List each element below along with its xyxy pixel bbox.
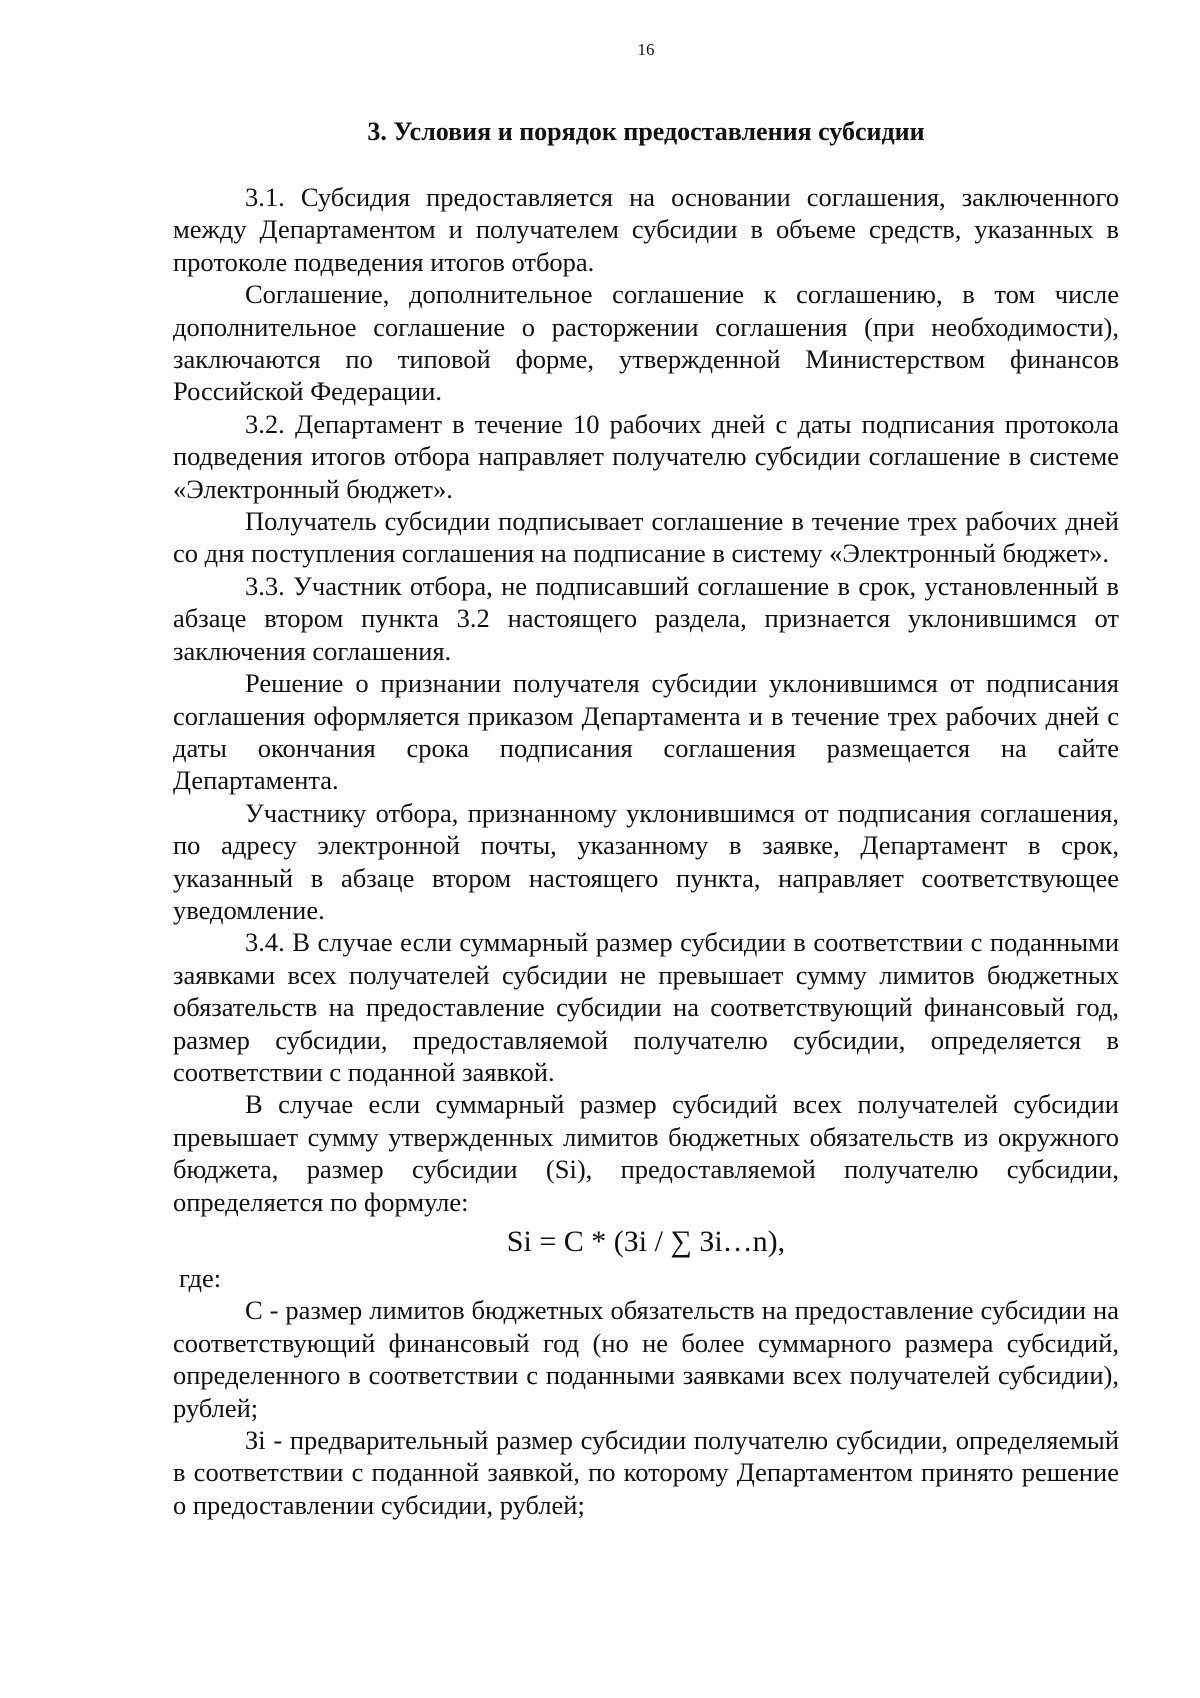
- paragraph-recipient-signs: Получатель субсидии подписывает соглашение в течение трех рабочих дней со дня поступления соглашения на подписание в систему «Электронный бюджет».: [173, 506, 1119, 569]
- paragraph-3-1: 3.1. Субсидия предоставляется на основании соглашения, заключенного между Департаментом и получателем субсидии в объеме средств, указанных в протоколе подведения итогов отбора.: [173, 182, 1119, 277]
- definition-c: С - размер лимитов бюджетных обязательств на предоставление субсидии на соответствующий финансовый год (но не более суммарного размера субсидий, определенного в соответствии с поданными заявками всех получателей субсидии), рублей;: [173, 1295, 1119, 1423]
- paragraph-agreement-form: Соглашение, дополнительное соглашение к соглашению, в том числе дополнительное соглашение о расторжении соглашения (при необходимости), заключаются по типовой форме, утвержденной Министерством финансов Российской Федерации.: [173, 279, 1119, 407]
- paragraph-notification: Участнику отбора, признанному уклонившимся от подписания соглашения, по адресу электронной почты, указанному в заявке, Департамент в срок, указанный в абзаце втором настоящего пункта, направляет соответствующее уведомление.: [173, 797, 1119, 925]
- where-label: где:: [179, 1263, 222, 1293]
- paragraph-evasion-decision: Решение о признании получателя субсидии уклонившимся от подписания соглашения оформляется приказом Департамента и в течение трех рабочих дней с даты окончания срока подписания соглашения размещается на сайте Департамента.: [173, 668, 1119, 796]
- section-title: 3. Условия и порядок предоставления субсидии: [367, 117, 925, 146]
- page-number: 16: [637, 40, 655, 59]
- paragraph-3-2: 3.2. Департамент в течение 10 рабочих дней с даты подписания протокола подведения итогов отбора направляет получателю субсидии соглашение в системе «Электронный бюджет».: [173, 408, 1119, 504]
- document-body: [173, 181, 1119, 1521]
- definition-zi: Зi - предварительный размер субсидии получателю субсидии, определяемый в соответствии с поданной заявкой, по которому Департаментом принято решение о предоставлении субсидии, рублей;: [173, 1425, 1119, 1520]
- paragraph-exceeds-limits: В случае если суммарный размер субсидий всех получателей субсидии превышает сумму утвержденных лимитов бюджетных обязательств из окружного бюджета, размер субсидии (Si), предоставляемой получателю субсидии, определяется по формуле:: [173, 1089, 1119, 1217]
- subsidy-formula: Si = C * (Зi / ∑ Зi…n),: [506, 1225, 786, 1258]
- paragraph-3-4: 3.4. В случае если суммарный размер субсидии в соответствии с поданными заявками всех получателей субсидии не превышает сумму лимитов бюджетных обязательств на предоставление субсидии на соответствующий финансовый год, размер субсидии, предоставляемой получателю субсидии, определяется в соответствии с поданной заявкой.: [173, 927, 1119, 1087]
- paragraph-3-3: 3.3. Участник отбора, не подписавший соглашение в срок, установленный в абзаце втором пункта 3.2 настоящего раздела, признается уклонившимся от заключения соглашения.: [173, 570, 1119, 666]
